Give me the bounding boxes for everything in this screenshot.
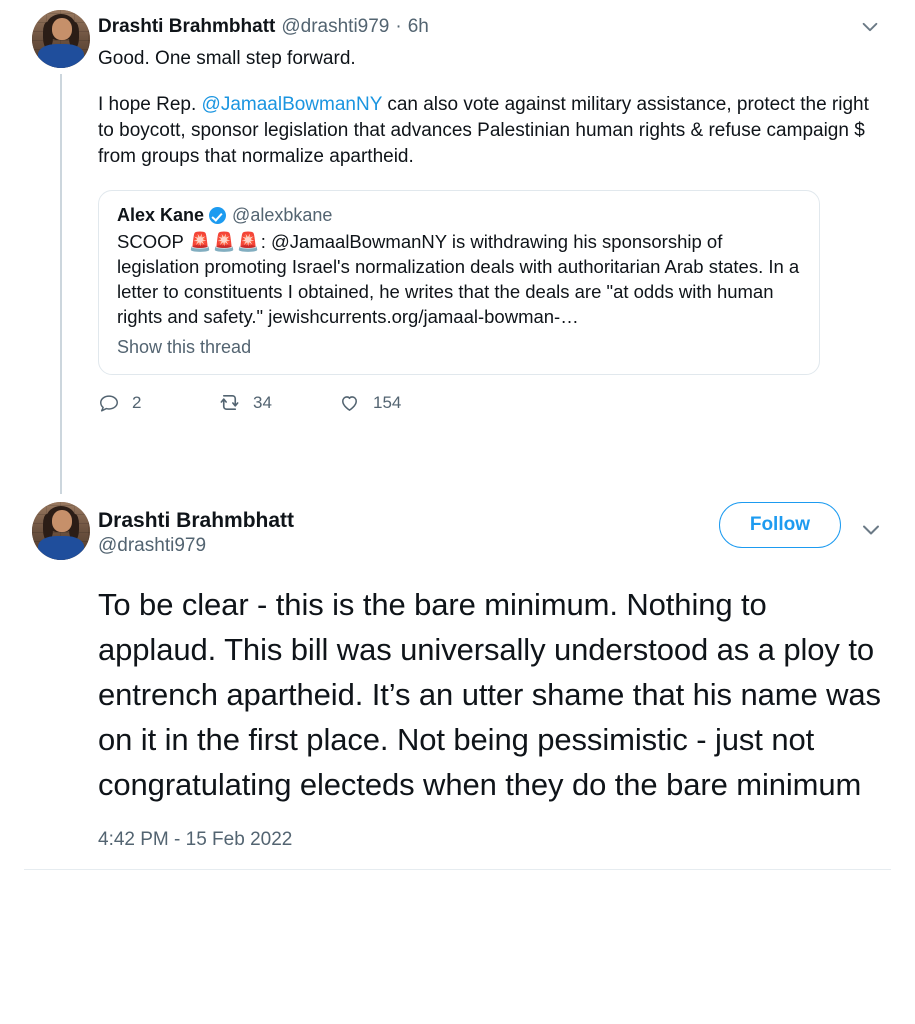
avatar-body	[38, 536, 84, 560]
heart-icon	[338, 391, 361, 414]
tweet-1-text-line-1: Good. One small step forward.	[98, 48, 356, 69]
tweet-1-display-name: Drashti Brahmbhatt	[98, 16, 276, 37]
tweet-1-avatar-column	[24, 10, 98, 494]
tweet-2-handle: @drashti979	[98, 535, 207, 556]
avatar-face	[52, 18, 72, 40]
chevron-down-icon	[859, 16, 881, 38]
tweet-2-display-name: Drashti Brahmbhatt	[98, 509, 295, 532]
chevron-down-icon	[859, 518, 883, 542]
verified-badge-icon	[209, 207, 226, 224]
tweet-item-2	[0, 494, 915, 869]
retweet-button[interactable]	[218, 391, 338, 414]
bottom-divider	[24, 869, 891, 870]
siren-emoji-run: 🚨🚨🚨	[188, 231, 261, 252]
tweet-1-text-line-2	[98, 92, 887, 170]
tweet-1-author-row	[98, 10, 887, 44]
quoted-author-row	[117, 203, 801, 227]
like-button[interactable]	[338, 391, 458, 414]
quoted-text-prefix: SCOOP	[117, 231, 189, 252]
tweet-1-timestamp: 6h	[407, 16, 429, 37]
tweet-1-text-part-1: I hope Rep.	[98, 94, 202, 115]
quoted-text-body: : @JamaalBowmanNY is withdrawing his sponsorship of legislation promoting Israel's normalization deals with authoritarian Arab states. In a letter to constituents I obtained, he writes that the deals are "at odds with human rights and safety." jewishcurrents.org/jamaal-bowman-…	[117, 231, 800, 327]
tweet-2-avatar-column	[24, 502, 98, 560]
quoted-tweet-card[interactable]	[98, 190, 820, 375]
tweet-1-action-bar	[98, 391, 887, 432]
tweet-1-body	[24, 10, 891, 494]
quoted-display-name: Alex Kane	[117, 205, 205, 225]
show-this-thread-link[interactable]: Show this thread	[117, 337, 252, 357]
tweet-2-author-block	[98, 502, 294, 558]
tweet-2-text: To be clear - this is the bare minimum. Nothing to applaud. This bill was universally understood as a ploy to entrench apartheid. It’s an utter shame that his name was on it in the first place. Not being pessimistic - just not congratulating electeds when they do the bare minimum	[98, 587, 881, 802]
avatar-body	[38, 44, 84, 68]
tweet-item-1	[0, 0, 915, 494]
reply-count: 2	[132, 392, 142, 412]
thread-connector-line	[60, 74, 62, 494]
reply-icon	[98, 392, 120, 414]
reply-button[interactable]	[98, 392, 218, 414]
quoted-handle: @alexbkane	[232, 205, 333, 225]
tweet-1-handle: @drashti979	[281, 16, 390, 37]
retweet-count: 34	[253, 392, 272, 412]
avatar[interactable]	[32, 10, 90, 68]
avatar[interactable]	[32, 502, 90, 560]
tweet-1-text-part-2: can also vote against military assistance, protect the right to boycott, sponsor legislation that advances Palestinian human rights & refuse campaign $ from groups that normalize apartheid.	[98, 94, 869, 167]
retweet-icon	[218, 391, 241, 414]
follow-button[interactable]: Follow	[719, 502, 841, 548]
quoted-tweet-text	[117, 229, 801, 329]
tweet-2-more-menu-button[interactable]	[851, 510, 891, 550]
avatar-face	[52, 510, 72, 532]
tweet-1-mention-link[interactable]: @JamaalBowmanNY	[201, 94, 383, 115]
like-count: 154	[373, 392, 402, 412]
tweet-2-timestamp: 4:42 PM - 15 Feb 2022	[98, 829, 293, 850]
tweet-1-more-menu-button[interactable]	[853, 10, 887, 44]
tweet-1-separator: ·	[395, 16, 402, 37]
tweet-2-header	[24, 494, 891, 560]
tweet-1-content	[98, 10, 891, 432]
